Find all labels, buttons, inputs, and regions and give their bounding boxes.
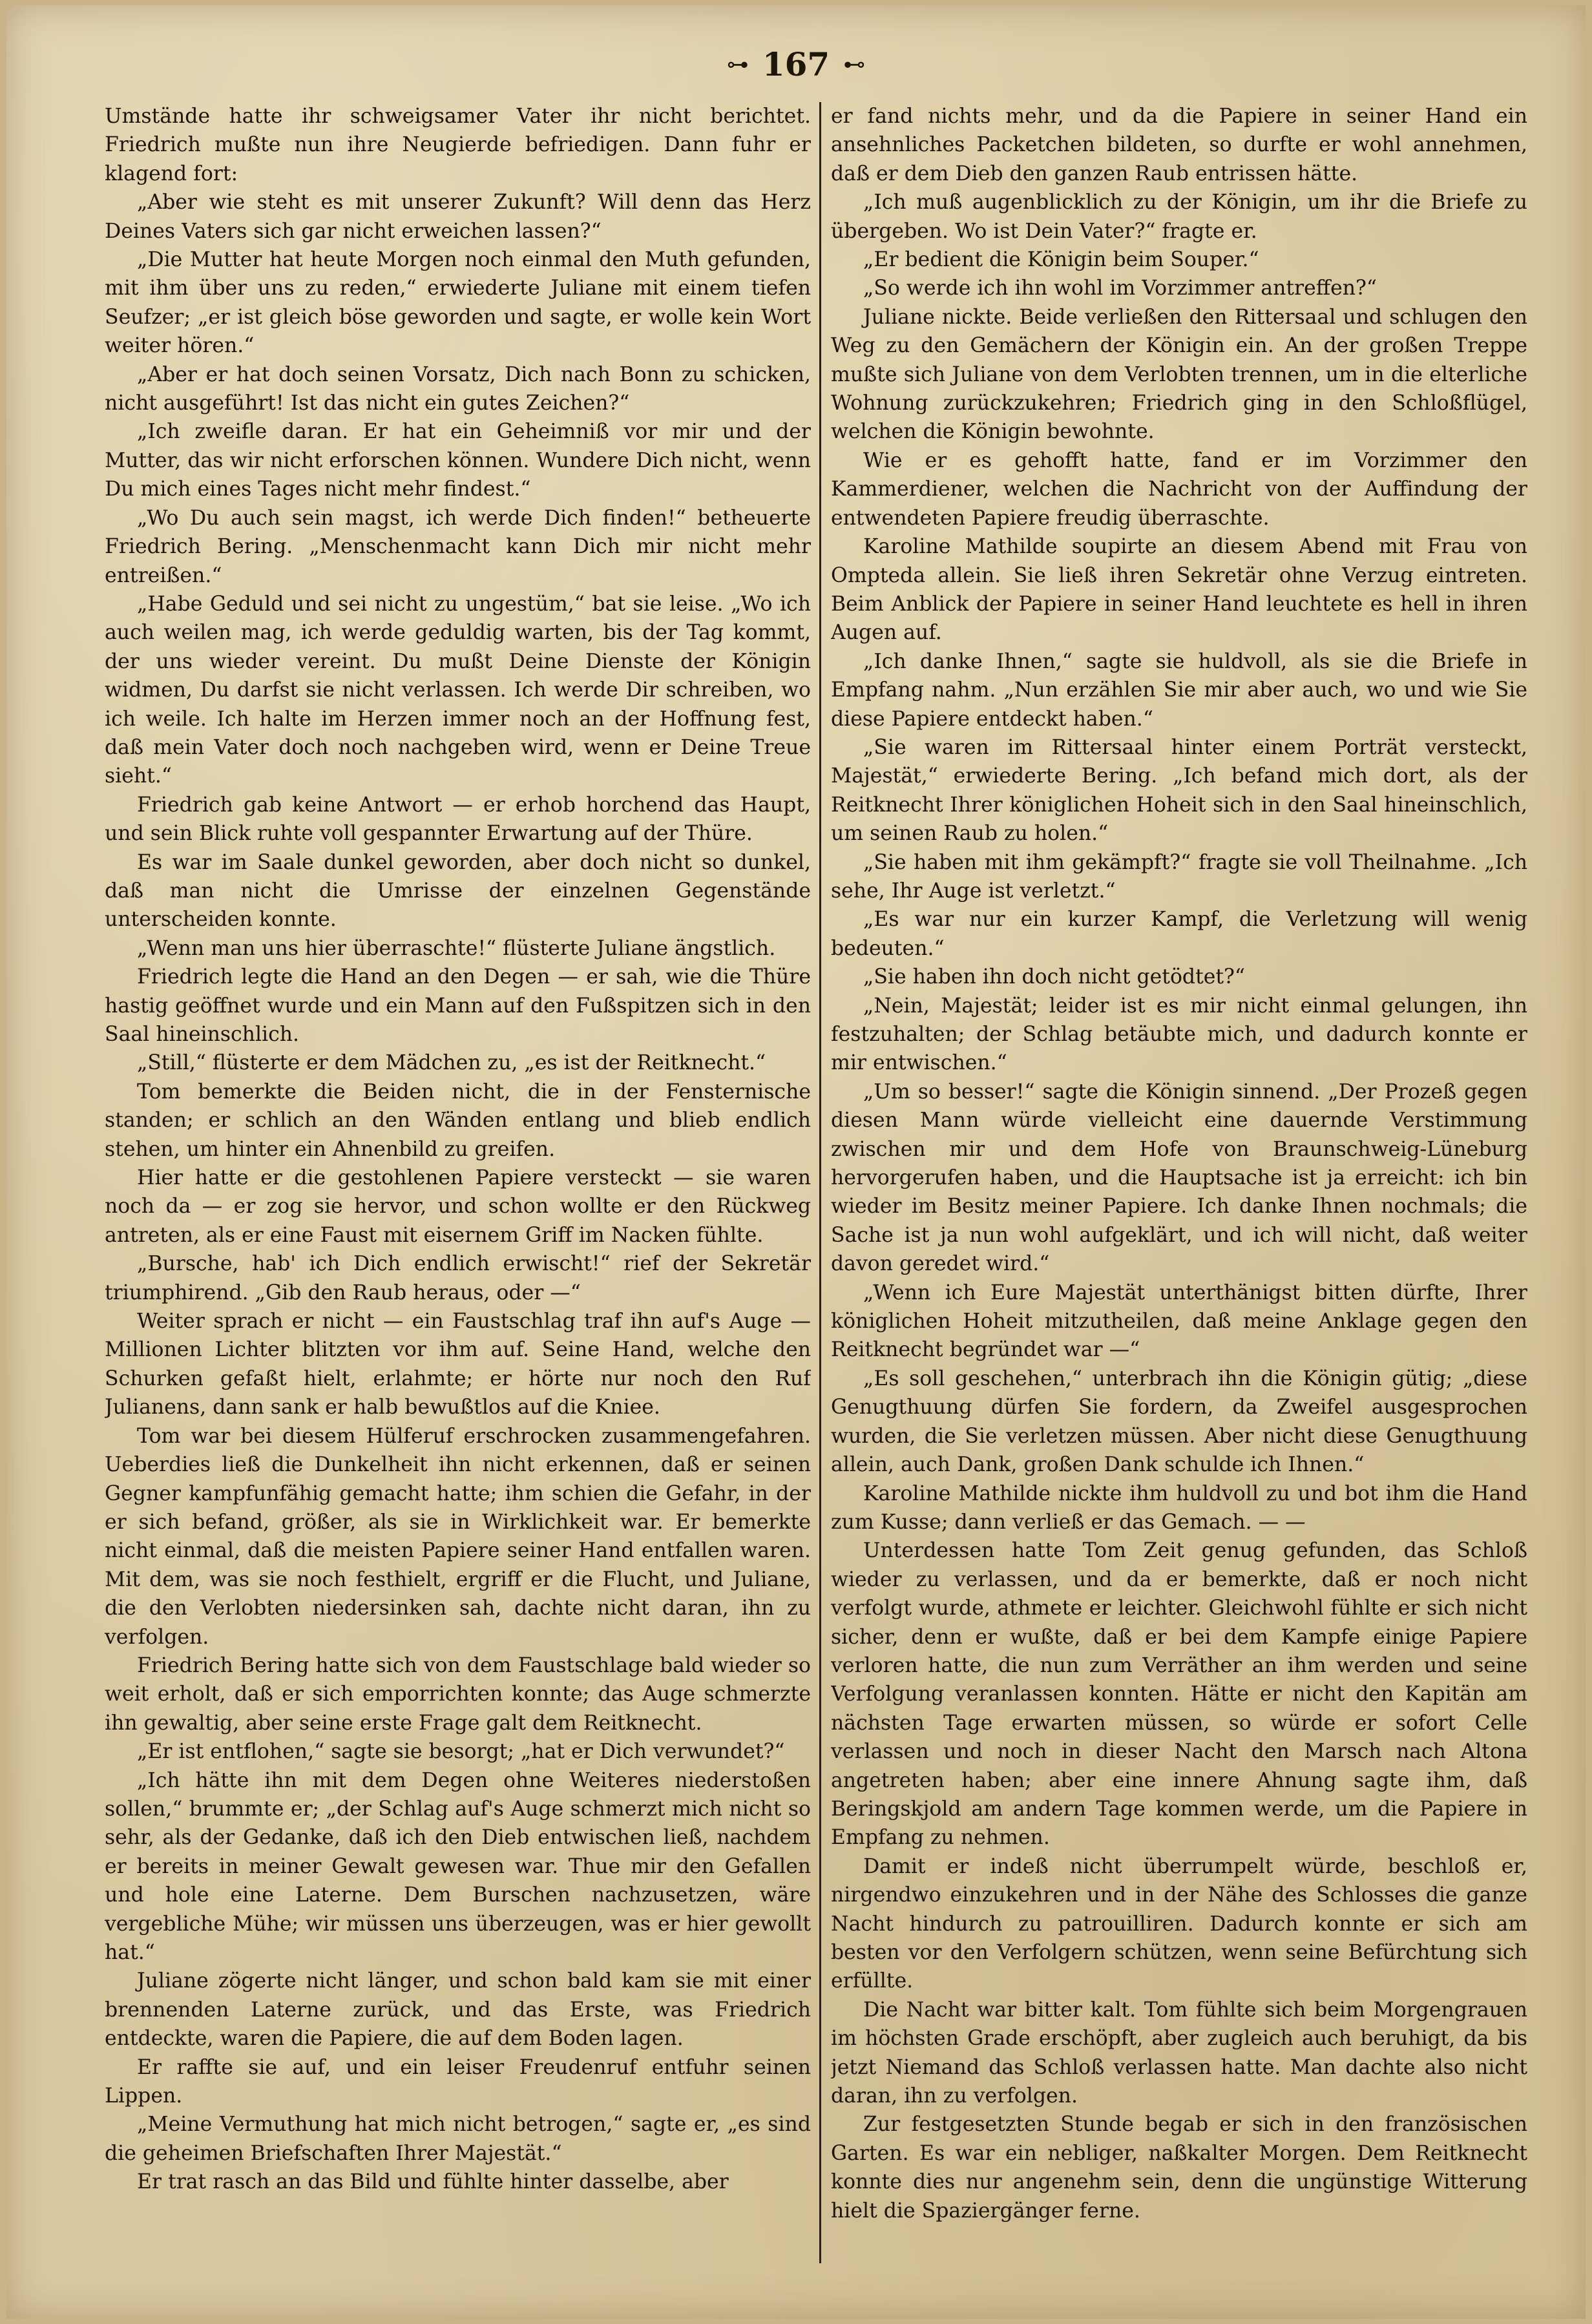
paragraph: „Still,“ flüsterte er dem Mädchen zu, „es ist der Reitknecht.“: [137, 1051, 766, 1075]
paragraph: „Habe Geduld und sei nicht zu ungestüm,“ bat sie leise. „Wo ich auch weilen mag, ich werde geduldig warten, bis der Tag kommt, der uns wieder vereint. Du mußt Deine Dienste der Königin widmen, Du darfst sie nicht verlassen. Ich werde Dir schreiben, wo ich weile. Ich halte im Herzen immer noch an der Hoffnung fest, daß mein Vater doch noch nachgeben wird, wenn er Deine Treue sieht.“: [105, 592, 811, 788]
page-number: 167: [762, 45, 830, 83]
paragraph: Er raffte sie auf, und ein leiser Freudenruf entfuhr seinen Lippen.: [105, 2055, 811, 2108]
paragraph: „Sie haben mit ihm gekämpft?“ fragte sie voll Theilnahme. „Ich sehe, Ihr Auge ist verletzt.“: [831, 850, 1527, 903]
paragraph: Juliane zögerte nicht länger, und schon bald kam sie mit einer brennenden Laterne zurück, und das Erste, was Friedrich entdeckte, waren die Papiere, die auf dem Boden lagen.: [105, 1969, 811, 2051]
paragraph: „Ich zweifle daran. Er hat ein Geheimniß vor mir und der Mutter, das wir nicht erforschen können. Wundere Dich nicht, wenn Du mich eines Tages nicht mehr findest.“: [105, 420, 811, 501]
left-column: [105, 102, 811, 2266]
paragraph: „Sie haben ihn doch nicht getödtet?“: [863, 965, 1246, 989]
paragraph: Karoline Mathilde nickte ihm huldvoll zu und bot ihm die Hand zum Kusse; dann verließ er das Gemach. — —: [831, 1481, 1527, 1534]
column-divider: [819, 102, 821, 2263]
paragraph: „Sie waren im Rittersaal hinter einem Porträt versteckt, Majestät,“ erwiederte Bering. „Ich befand mich dort, als der Reitknecht Ihrer königlichen Hoheit sich in den Saal hineinschlich, um seinen Raub zu holen.“: [831, 735, 1527, 846]
paragraph: „Meine Vermuthung hat mich nicht betrogen,“ sagte er, „es sind die geheimen Briefschaften Ihrer Majestät.“: [105, 2113, 811, 2165]
paragraph: „Um so besser!“ sagte die Königin sinnend. „Der Prozeß gegen diesen Mann würde vielleicht eine dauernde Verstimmung zwischen mir und dem Hofe von Braunschweig-Lüneburg hervorgerufen haben, und die Hauptsache ist ja erreicht: ich bin wieder im Besitz meiner Papiere. Ich danke Ihnen nochmals; die Sache ist ja nun wohl aufgeklärt, und ich will nicht, daß weiter davon geredet wird.“: [831, 1080, 1527, 1276]
paragraph: „Es war nur ein kurzer Kampf, die Verletzung will wenig bedeuten.“: [831, 908, 1527, 960]
paragraph: „Es soll geschehen,“ unterbrach ihn die Königin gütig; „diese Genugthuung dürfen Sie fordern, da Zweifel ausgesprochen wurden, die Sie verletzen müssen. Aber nicht diese Genugthuung allein, auch Dank, großen Dank schulde ich Ihnen.“: [831, 1366, 1527, 1477]
paragraph: Er trat rasch an das Bild und fühlte hinter dasselbe, aber: [137, 2170, 729, 2194]
paragraph: „Wo Du auch sein magst, ich werde Dich finden!“ betheuerte Friedrich Bering. „Menschenmacht kann Dich mir nicht mehr entreißen.“: [105, 506, 811, 587]
paragraph: „Ich danke Ihnen,“ sagte sie huldvoll, als sie die Briefe in Empfang nahm. „Nun erzählen Sie mir aber auch, wo und wie Sie diese Papiere entdeckt haben.“: [831, 649, 1527, 731]
paragraph: Tom bemerkte die Beiden nicht, die in der Fensternische standen; er schlich an den Wänden entlang und blieb endlich stehen, um hinter ein Ahnenbild zu greifen.: [105, 1080, 811, 1161]
paragraph: „Ich hätte ihn mit dem Degen ohne Weiteres niederstoßen sollen,“ brummte er; „der Schlag auf's Auge schmerzt mich nicht so sehr, als der Gedanke, daß ich den Dieb entwischen ließ, nachdem er bereits in meiner Gewalt gewesen war. Thue mir den Gefallen und hole eine Laterne. Dem Burschen nachzusetzen, wäre vergebliche Mühe; wir müssen uns überzeugen, was er hier gewollt hat.“: [105, 1768, 811, 1964]
newspaper-page: [6, 5, 1586, 2319]
paragraph: Damit er indeß nicht überrumpelt würde, beschloß er, nirgendwo einzukehren und in der Nähe des Schlosses die ganze Nacht hindurch zu patrouilliren. Dadurch konnte er sich am besten vor den Verfolgern schützen, wenn seine Befürchtung sich erfüllte.: [831, 1854, 1527, 1993]
paragraph: Zur festgesetzten Stunde begab er sich in den französischen Garten. Es war ein nebliger, naßkalter Morgen. Dem Reitknecht konnte dies nur angenehm sein, denn die ungünstige Witterung hielt die Spaziergänger ferne.: [831, 2113, 1527, 2223]
paragraph: Umstände hatte ihr schweigsamer Vater ihr nicht berichtet. Friedrich mußte nun ihre Neugierde befriedigen. Dann fuhr er klagend fort:: [105, 105, 811, 185]
ornament-right: ⊷: [843, 51, 866, 78]
page-header: [6, 45, 1586, 90]
paragraph: Tom war bei diesem Hülferuf erschrocken zusammengefahren. Ueberdies ließ die Dunkelheit ihn nicht erkennen, daß er seinen Gegner kampfunfähig gemacht hatte; ihm schien die Gefahr, in der er sich befand, größer, als sie in Wirklichkeit war. Er bemerkte nicht einmal, daß die meisten Papiere seiner Hand entfallen waren. Mit dem, was sie noch festhielt, ergriff er die Flucht, und Juliane, die den Verlobten niedersinken sah, dachte nicht daran, ihn zu verfolgen.: [105, 1424, 811, 1649]
paragraph: „Aber er hat doch seinen Vorsatz, Dich nach Bonn zu schicken, nicht ausgeführt! Ist das nicht ein gutes Zeichen?“: [105, 362, 811, 415]
paragraph: „Aber wie steht es mit unserer Zukunft? Will denn das Herz Deines Vaters sich gar nicht erweichen lassen?“: [105, 191, 811, 243]
paragraph: „Er bedient die Königin beim Souper.“: [863, 248, 1259, 272]
paragraph: er fand nichts mehr, und da die Papiere in seiner Hand ein ansehnliches Packetchen bildeten, so durfte er wohl annehmen, daß er dem Dieb den ganzen Raub entrissen hätte.: [831, 105, 1527, 185]
paragraph: Wie er es gehofft hatte, fand er im Vorzimmer den Kammerdiener, welchen die Nachricht von der Auffindung der entwendeten Papiere freudig überraschte.: [831, 448, 1527, 530]
paragraph: Unterdessen hatte Tom Zeit genug gefunden, das Schloß wieder zu verlassen, und da er bemerkte, daß er noch nicht verfolgt wurde, athmete er leichter. Gleichwohl fühlte er sich nicht sicher, denn er wußte, daß er bei dem Kampfe einige Papiere verloren hatte, die nun zum Verräther an ihm werden und seine Verfolgung veranlassen konnten. Hätte er nicht den Kapitän am nächsten Tage erwarten müssen, so würde er sofort Celle verlassen und noch in dieser Nacht den Marsch nach Altona angetreten haben; aber eine innere Ahnung sagte ihm, daß Beringskjold am andern Tage kommen werde, um die Papiere in Empfang zu nehmen.: [831, 1539, 1527, 1850]
paragraph: „Bursche, hab' ich Dich endlich erwischt!“ rief der Sekretär triumphirend. „Gib den Raub heraus, oder —“: [105, 1252, 811, 1304]
paragraph: Friedrich gab keine Antwort — er erhob horchend das Haupt, und sein Blick ruhte voll gespannter Erwartung auf der Thüre.: [105, 793, 811, 846]
paragraph: Hier hatte er die gestohlenen Papiere versteckt — sie waren noch da — er zog sie hervor, und schon wollte er den Rückweg antreten, als er eine Faust mit eisernem Griff im Nacken fühlte.: [105, 1166, 811, 1247]
paragraph: „Er ist entflohen,“ sagte sie besorgt; „hat er Dich verwundet?“: [137, 1740, 785, 1764]
paragraph: „Nein, Majestät; leider ist es mir nicht einmal gelungen, ihn festzuhalten; der Schlag betäubte mich, und dadurch konnte er mir entwischen.“: [831, 994, 1527, 1075]
paragraph: Friedrich Bering hatte sich von dem Faustschlage bald wieder so weit erholt, daß er sich emporrichten konnte; das Auge schmerzte ihn gewaltig, aber seine erste Frage galt dem Reitknecht.: [105, 1653, 811, 1735]
paragraph: Karoline Mathilde soupirte an diesem Abend mit Frau von Ompteda allein. Sie ließ ihren Sekretär ohne Verzug eintreten. Beim Anblick der Papiere in seiner Hand leuchtete es hell in ihren Augen auf.: [831, 535, 1527, 645]
paragraph: „Die Mutter hat heute Morgen noch einmal den Muth gefunden, mit ihm über uns zu reden,“ erwiederte Juliane mit einem tiefen Seufzer; „er ist gleich böse geworden und sagte, er wolle kein Wort weiter hören.“: [105, 248, 811, 358]
paragraph: „So werde ich ihn wohl im Vorzimmer antreffen?“: [863, 277, 1377, 300]
paragraph: Die Nacht war bitter kalt. Tom fühlte sich beim Morgengrauen im höchsten Grade erschöpft, aber zugleich auch beruhigt, da bis jetzt Niemand das Schloß verlassen hatte. Man dachte also nicht daran, ihn zu verfolgen.: [831, 1998, 1527, 2108]
paragraph: „Wenn man uns hier überraschte!“ flüsterte Juliane ängstlich.: [137, 936, 776, 960]
paragraph: Juliane nickte. Beide verließen den Rittersaal und schlugen den Weg zu den Gemächern der Königin ein. An der großen Treppe mußte sich Juliane von dem Verlobten trennen, um in die elterliche Wohnung zurückzukehren; Friedrich ging in den Schloßflügel, welchen die Königin bewohnte.: [831, 305, 1527, 444]
paragraph: „Wenn ich Eure Majestät unterthänigst bitten dürfte, Ihrer königlichen Hoheit mitzutheilen, daß meine Anklage gegen den Reitknecht begründet war —“: [831, 1281, 1527, 1362]
paragraph: Friedrich legte die Hand an den Degen — er sah, wie die Thüre hastig geöffnet wurde und ein Mann auf den Fußspitzen sich in den Saal hineinschlich.: [105, 965, 811, 1046]
paragraph: „Ich muß augenblicklich zu der Königin, um ihr die Briefe zu übergeben. Wo ist Dein Vater?“ fragte er.: [831, 191, 1527, 243]
paragraph: Weiter sprach er nicht — ein Faustschlag traf ihn auf's Auge — Millionen Lichter blitzten vor ihm auf. Seine Hand, welche den Schurken gefaßt hielt, erlahmte; er hörte nur noch den Ruf Julianens, dann sank er halb bewußtlos auf die Kniee.: [105, 1310, 811, 1419]
ornament-left: ⊶: [726, 51, 749, 78]
paragraph: Es war im Saale dunkel geworden, aber doch nicht so dunkel, daß man nicht die Umrisse der einzelnen Gegenstände unterscheiden konnte.: [105, 850, 811, 932]
right-column: [831, 102, 1527, 2266]
